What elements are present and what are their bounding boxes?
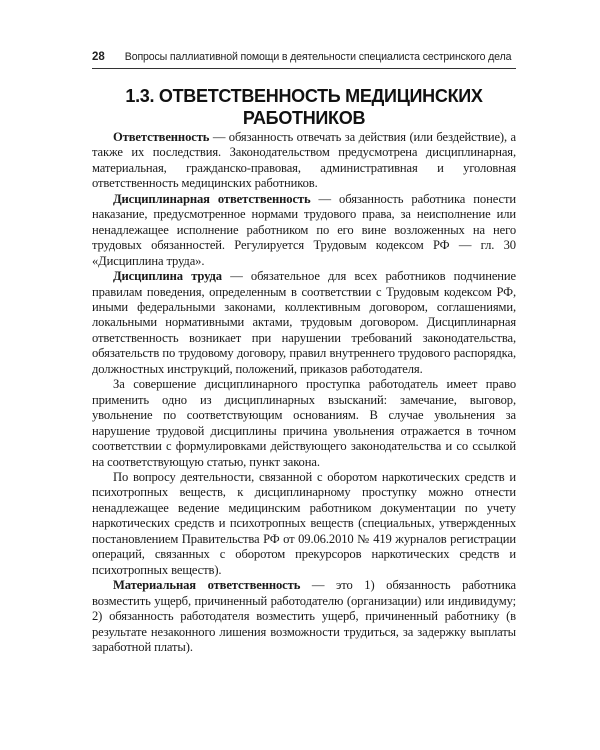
- section-title-line-2: РАБОТНИКОВ: [242, 108, 366, 128]
- page-number: 28: [92, 51, 105, 63]
- paragraph-responsibility: [92, 130, 516, 192]
- paragraph-disciplinary-responsibility: [92, 192, 516, 269]
- definition-labor-discipline: — обязательное для всех работников подчинение правилам поведения, определенным в соответствии с Трудовым кодексом РФ, иными федеральными законами, коллективным договором, соглашениями, локальными нормативными актами, трудовым договором. Дисциплинарная ответственность возникает при нарушении требований законодательства, обязательств по трудовому договору, правил внутреннего трудового распорядка, должностных инструкций, положений, приказов работодателя.: [92, 269, 517, 376]
- definition-material-responsibility: — это 1) обязанность работника возместить ущерб, причиненный работодателю (организации) или индивидуму; 2) обязанность работодателя возместить ущерб, причиненный работнику (в результате незаконного лишения возможности трудиться, за задержку выплаты заработной платы).: [92, 578, 517, 654]
- header-rule: [92, 68, 516, 69]
- paragraph-narcotics-records: По вопросу деятельности, связанной с оборотом наркотических средств и психотропных веществ, к дисциплинарному проступку можно отнести ненадлежащее ведение медицинским работником документации по учету наркотических средств и психотропных веществ (специальных, утвержденных постановлением Правительства РФ от 09.06.2010 № 419 журналов регистрации операций, связанных с оборотом прекурсоров наркотических средств и психотропных веществ).: [92, 469, 516, 577]
- running-head: [92, 51, 516, 63]
- paragraph-disciplinary-sanctions: За совершение дисциплинарного проступка работодатель имеет право применить одно из дисциплинарных взысканий: замечание, выговор, увольнение по соответствующим основаниям. В случае увольнения за нарушение трудовой дисциплины причина увольнения отражается в точном соответствии с формулировками действующего законодательства и со ссылкой на соответствующую статью, пункт закона.: [92, 377, 516, 469]
- section-title-line-1: 1.3. ОТВЕТСТВЕННОСТЬ МЕДИЦИНСКИХ: [125, 86, 483, 106]
- paragraph-material-responsibility: [92, 578, 516, 655]
- section-title: [92, 85, 516, 129]
- definition-responsibility: — обязанность отвечать за действия (или бездействие), а также их последствия. Законодательством предусмотрена дисциплинарная, материальная, гражданско-правовая, административная и уголовная ответственность медицинских работников.: [92, 130, 516, 191]
- body-text: [92, 130, 516, 655]
- paragraph-labor-discipline: [92, 269, 516, 377]
- term-material-responsibility: Материальная ответственность: [113, 578, 301, 593]
- term-responsibility: Ответственность: [113, 130, 210, 144]
- term-disciplinary-responsibility: Дисциплинарная ответственность: [113, 191, 311, 206]
- definition-disciplinary-responsibility: — обязанность работника понести наказание, предусмотренное нормами трудового права, за неисполнение или ненадлежащее исполнение работником по его вине возложенных на него трудовых обязанностей. Регулируется Трудовым кодексом РФ — гл. 30 «Дисциплина труда».: [92, 191, 516, 268]
- running-title: Вопросы паллиативной помощи в деятельности специалиста сестринского дела: [124, 51, 512, 63]
- term-labor-discipline: Дисциплина труда: [113, 269, 222, 284]
